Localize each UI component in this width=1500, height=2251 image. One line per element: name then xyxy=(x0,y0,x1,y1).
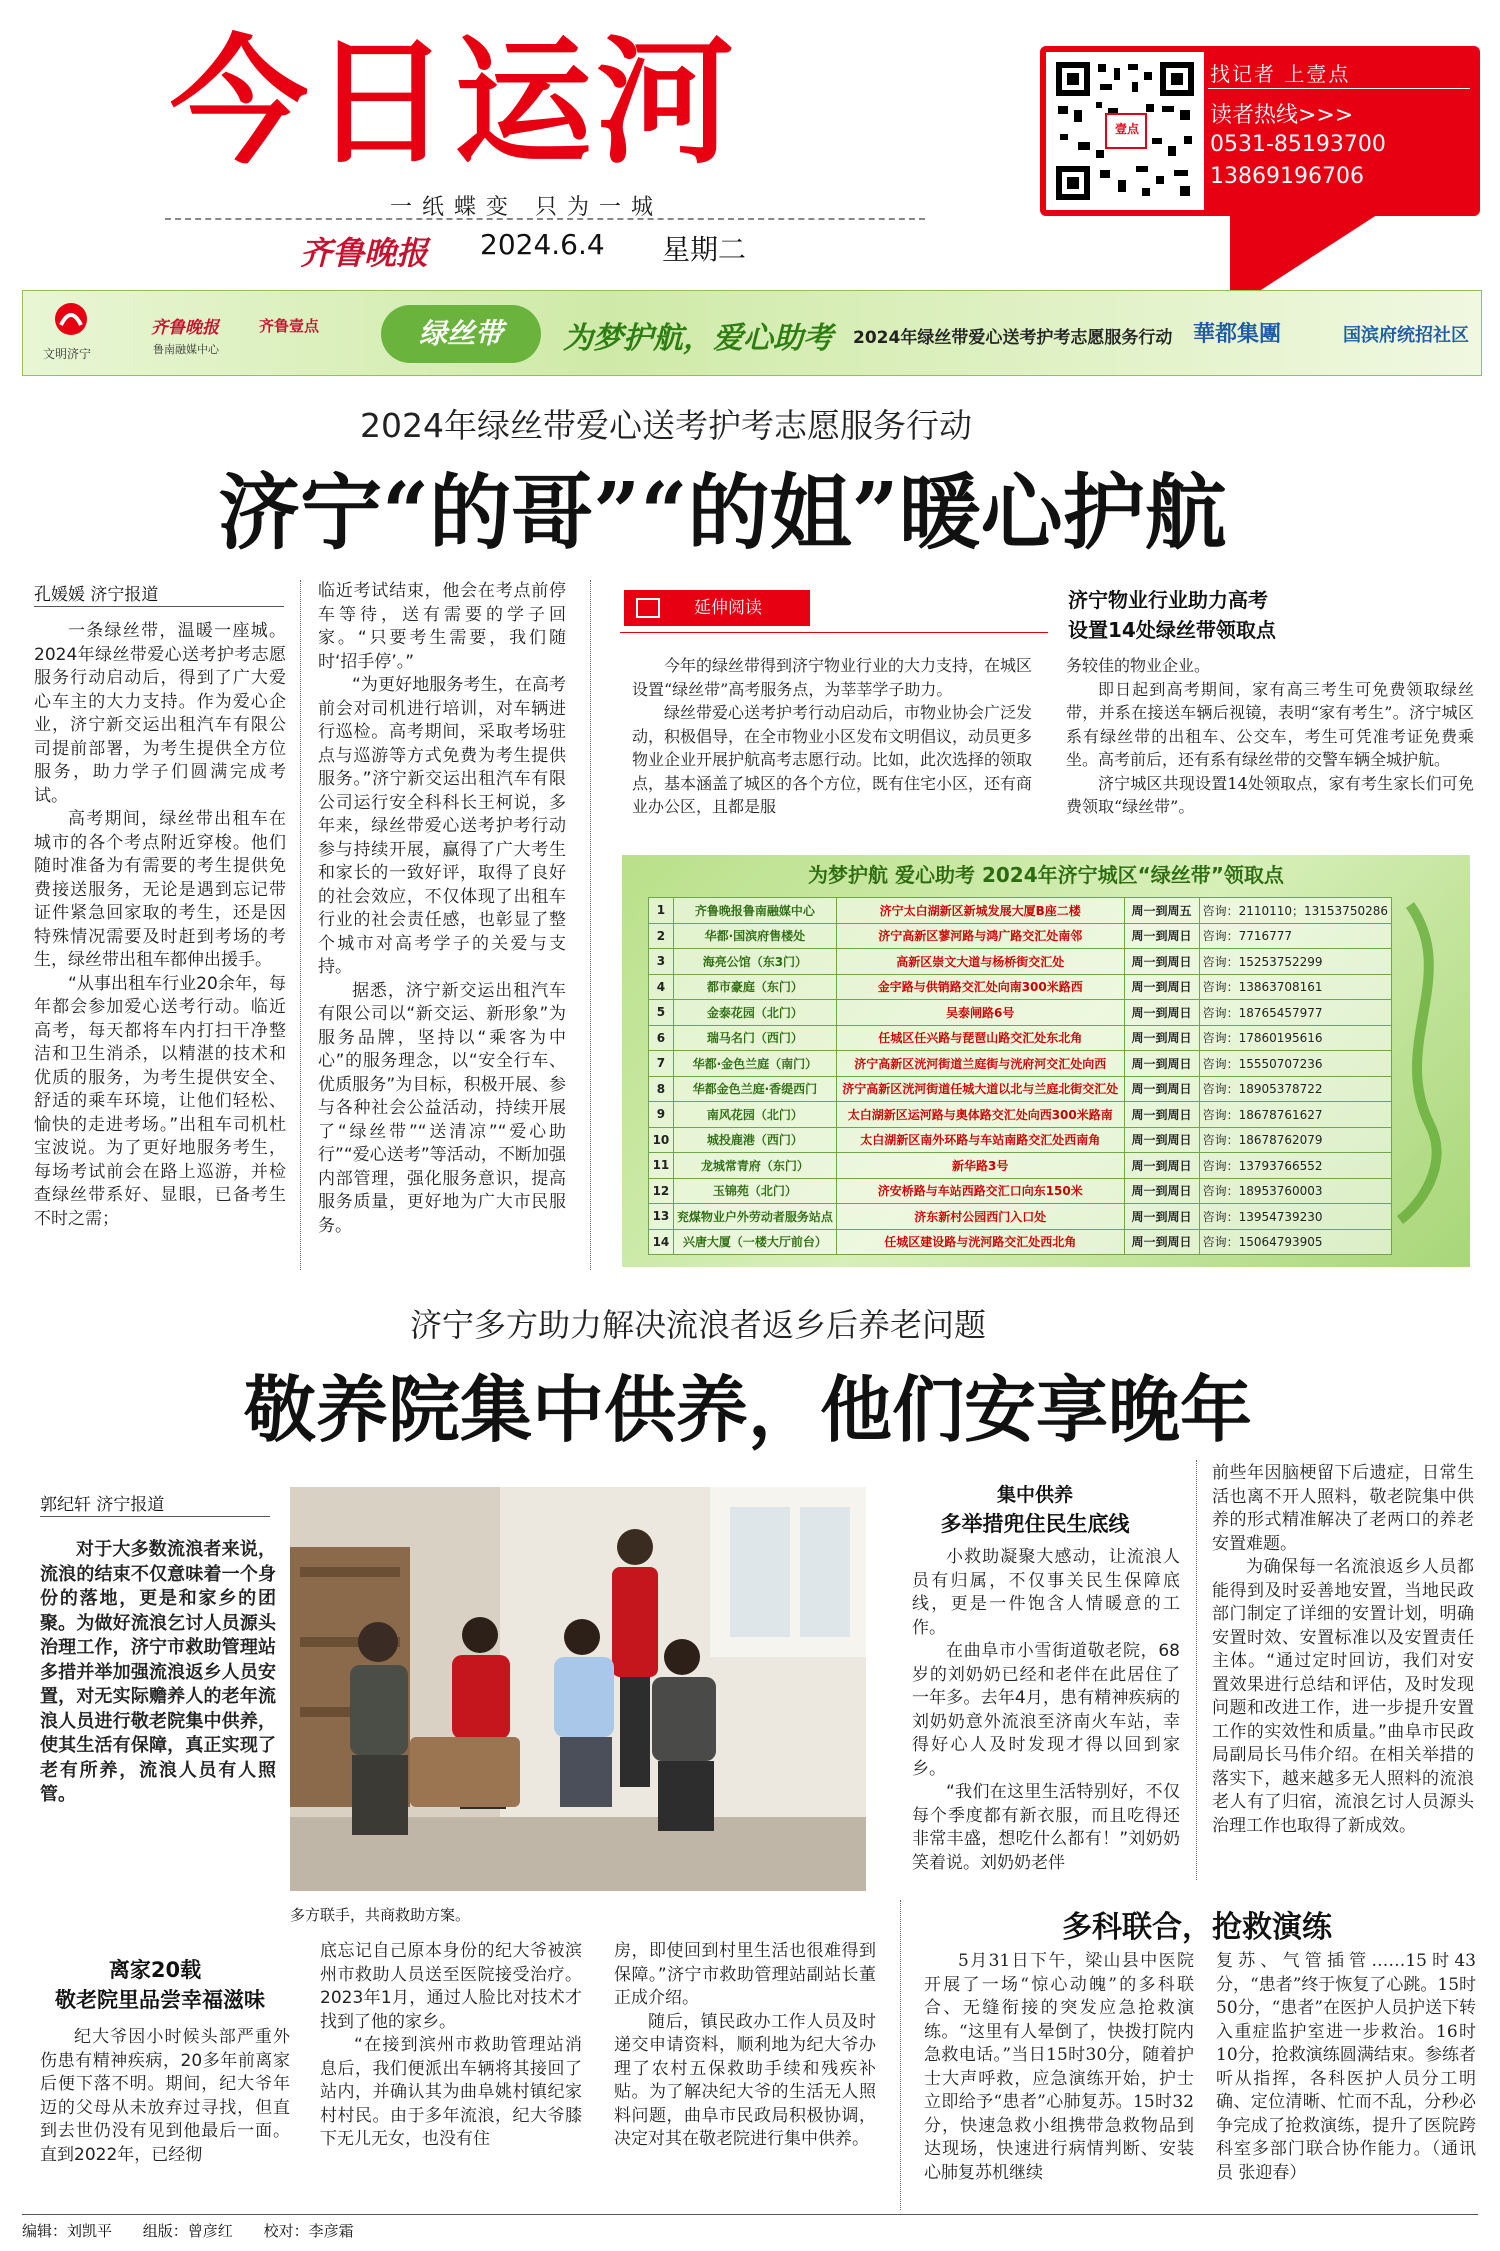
banner-badge: 绿丝带 xyxy=(381,305,541,363)
masthead-logo: 今日运河 xyxy=(170,22,739,183)
table-cell-index: 1 xyxy=(649,898,674,924)
table-cell-address: 济宁高新区洸河街道兰庭街与洸府河交汇处向西 xyxy=(836,1051,1124,1077)
table-cell-index: 4 xyxy=(649,974,674,1000)
banner-logo-1: 文明济宁 xyxy=(43,347,92,361)
news-photo[interactable] xyxy=(290,1487,866,1891)
ext-title-2: 设置14处绿丝带领取点 xyxy=(1068,618,1276,642)
extended-reading-tag xyxy=(624,590,810,626)
paragraph: 务较佳的物业企业。 xyxy=(1066,656,1211,675)
table-cell-address: 济东新村公园西门入口处 xyxy=(836,1204,1124,1230)
table-row xyxy=(649,923,1392,949)
story1-kicker: 2024年绿丝带爱心送考护考志愿服务行动 xyxy=(360,406,972,445)
table-cell-hours: 周一到周日 xyxy=(1124,974,1199,1000)
paragraph: 前些年因脑梗留下后遗症，日常生活也离不开人照料，敬老院集中供养的形式精准解决了老两口的养老安置难题。 xyxy=(1212,1463,1474,1554)
qr-center-label: 壹点 xyxy=(1114,122,1139,136)
ribbon-icon xyxy=(1390,895,1460,1225)
table-row xyxy=(649,1051,1392,1077)
table-cell-phone: 咨询：18678761627 xyxy=(1199,1102,1391,1128)
table-cell-address: 济宁高新区蓼河路与鸿广路交汇处南邻 xyxy=(836,923,1124,949)
table-cell-phone: 咨询：15550707236 xyxy=(1199,1051,1391,1077)
paragraph: 即日起到高考期间，家有高三考生可免费领取绿丝带，并系在接送车辆后视镜，表明“家有考生”。济宁城区系有绿丝带的出租车、公交车，考生可凭准考证免费乘坐。高考前后，还有系有绿丝带的交警车辆全城护航。 xyxy=(1066,679,1474,769)
table-cell-index: 13 xyxy=(649,1204,674,1230)
table-cell-name: 南风花园（北门） xyxy=(673,1102,836,1128)
section1-heading-1: 集中供养 xyxy=(996,1484,1073,1506)
table-cell-name: 城投鹿港（西门） xyxy=(673,1127,836,1153)
story2-colb1 xyxy=(40,2026,290,2216)
paragraph: 为确保每一名流浪返乡人员都能得到及时妥善地安置，当地民政部门制定了详细的安置计划，明确安置时效、安置标准以及安置责任主体。“通过定时回访，我们对安置效果进行总结和评估，及时发现问题和改进工作，进一步提升安置工作的实效性和质量。”曲阜市民政局副局长马伟介绍。在相关举措的落实下，越来越多无人照料的流浪老人有了归宿，流浪乞讨人员源头治理工作也取得了新成效。 xyxy=(1212,1557,1474,1836)
story1-col2 xyxy=(318,580,566,1270)
paragraph: 济宁城区共现设置14处领取点，家有考生家长们可免费领取“绿丝带”。 xyxy=(1066,773,1474,816)
section2-heading-1: 离家20载 xyxy=(108,1958,202,1982)
promo-text: 找记者 上壹点 xyxy=(1210,62,1351,86)
table-cell-address: 新华路3号 xyxy=(836,1153,1124,1179)
table-cell-phone: 咨询：2110110；13153750286 xyxy=(1199,898,1391,924)
paragraph: 据悉，济宁新交运出租汽车有限公司以“新交运、新形象”为服务品牌，坚持以“乘客为中心”的服务理念，以“安全行车、优质服务”为目标，积极开展、参与各种社会公益活动，持续开展了“绿丝带”“送清凉”“爱心助行”“爱心送考”等活动，不断加强内部管理，强化服务意识，提高服务质量，更好地为广大市民服务。 xyxy=(318,980,566,1236)
table-cell-address: 太白湖新区运河路与奥体路交汇处向西300米路南 xyxy=(836,1102,1124,1128)
table-cell-phone: 咨询：18678762079 xyxy=(1199,1127,1391,1153)
table-cell-name: 海亮公馆（东3门） xyxy=(673,949,836,975)
hotline-number-2[interactable]: 13869196706 xyxy=(1210,164,1364,189)
section2-heading-2: 敬老院里品尝幸福滋味 xyxy=(55,1988,265,2012)
tag-rule xyxy=(620,632,1048,633)
table-cell-address: 任城区任兴路与琵琶山路交汇处东北角 xyxy=(836,1025,1124,1051)
table-cell-name: 瑞马名门（西门） xyxy=(673,1025,836,1051)
table-cell-phone: 咨询：13954739230 xyxy=(1199,1204,1391,1230)
table-cell-phone: 咨询：17860195616 xyxy=(1199,1025,1391,1051)
table-cell-address: 金宇路与供销路交汇处向南300米路西 xyxy=(836,974,1124,1000)
paragraph: 底忘记自己原本身份的纪大爷被滨州市救助人员送至医院接受治疗。2023年1月，通过人脸比对技术才找到了他的家乡。 xyxy=(320,1941,582,2032)
hotline-divider xyxy=(1208,88,1470,89)
masthead-divider xyxy=(165,218,925,220)
table-row xyxy=(649,1000,1392,1026)
paragraph: 房，即使回到村里生活也很难得到保障。”济宁市救助管理站副站长董正成介绍。 xyxy=(614,1941,876,2008)
table-cell-phone: 咨询：13863708161 xyxy=(1199,974,1391,1000)
paragraph: 对于大多数流浪者来说，流浪的结束不仅意味着一个身份的落地，更是和家乡的团聚。为做好流浪乞讨人员源头治理工作，济宁市救助管理站多措并举加强流浪返乡人员安置，对无实际赡养人的老年流浪人员进行敬老院集中供养，使其生活有保障，真正实现了老有所养，流浪人员有人照管。 xyxy=(40,1539,276,1805)
paragraph: 5月31日下午，梁山县中医院开展了一场“惊心动魄”的多科联合、无缝衔接的突发应急抢救演练。“这里有人晕倒了，快拨打院内急救电话。”当日15时30分，随着护士大声呼救，应急演练开始，护士立即给予“患者”心肺复苏。15时32分，快速急救小组携带急救物品到达现场，快速进行病情判断、安装心肺复苏机继续 xyxy=(924,1951,1194,2183)
story2-byline: 郭纪轩 济宁报道 xyxy=(40,1495,165,1515)
table-cell-phone: 咨询：15253752299 xyxy=(1199,949,1391,975)
table-cell-index: 9 xyxy=(649,1102,674,1128)
pickup-table-grid xyxy=(648,897,1392,1255)
table-row xyxy=(649,1153,1392,1179)
story1-headline[interactable]: 济宁“的哥”“的姐”暖心护航 xyxy=(218,465,1227,561)
story2-headline[interactable]: 敬养院集中供养，他们安享晚年 xyxy=(244,1367,1253,1452)
story2-col-right xyxy=(1212,1462,1474,1882)
table-cell-index: 3 xyxy=(649,949,674,975)
story2-lead xyxy=(40,1538,276,1848)
table-cell-hours: 周一到周日 xyxy=(1124,1178,1199,1204)
table-cell-hours: 周一到周日 xyxy=(1124,923,1199,949)
banner-logo-2-sub: 鲁南融媒中心 xyxy=(153,343,219,356)
table-title: 为梦护航 爱心助考 2024年济宁城区“绿丝带”领取点 xyxy=(808,863,1284,887)
paragraph: 高考期间，绿丝带出租车在城市的各个考点附近穿梭。他们随时准备为有需要的考生提供免费接送服务，无论是遇到忘记带证件紧急回家取的考生，还是因特殊情况需要及时赶到考场的考生，绿丝带出租车都伸出援手。 xyxy=(34,809,286,970)
banner-logo-2: 齐鲁晚报 xyxy=(151,318,219,338)
banner-slogan: 为梦护航，爱心助考 xyxy=(563,321,833,356)
table-cell-hours: 周一到周日 xyxy=(1124,1102,1199,1128)
table-cell-address: 吴泰闸路6号 xyxy=(836,1000,1124,1026)
story2-colb2 xyxy=(320,1940,582,2210)
photo-caption: 多方联手，共商救助方案。 xyxy=(290,1906,471,1924)
table-cell-hours: 周一到周日 xyxy=(1124,1000,1199,1026)
table-cell-name: 齐鲁晚报鲁南融媒中心 xyxy=(673,898,836,924)
table-cell-name: 龙城常青府（东门） xyxy=(673,1153,836,1179)
paragraph: 随后，镇民政办工作人员及时递交申请资料，顺利地为纪大爷办理了农村五保救助手续和残疾补贴。为了解决纪大爷的生活无人照料问题，曲阜市民政局积极协调，决定对其在敬老院进行集中供养。 xyxy=(614,2011,876,2149)
reading-icon xyxy=(636,598,660,618)
table-cell-name: 华都金色兰庭·香缇西门 xyxy=(673,1076,836,1102)
table-row xyxy=(649,1204,1392,1230)
pickup-points-table xyxy=(622,855,1470,1267)
table-cell-address: 任城区建设路与洸河路交汇处西北角 xyxy=(836,1229,1124,1255)
story1-byline: 孔媛媛 济宁报道 xyxy=(34,585,159,605)
paragraph: 在曲阜市小雪街道敬老院，68岁的刘奶奶已经和老伴在此居住了一年多。去年4月，患有精神疾病的刘奶奶意外流浪至济南火车站，幸得好心人及时发现才得以回到家乡。 xyxy=(912,1641,1180,1779)
table-cell-hours: 周一到周日 xyxy=(1124,1229,1199,1255)
event-banner xyxy=(22,290,1482,376)
table-cell-index: 12 xyxy=(649,1178,674,1204)
table-row xyxy=(649,1102,1392,1128)
table-cell-name: 都市豪庭（东门） xyxy=(673,974,836,1000)
paragraph: 今年的绿丝带得到济宁物业行业的大力支持，在城区设置“绿丝带”高考服务点，为莘莘学子助力。 xyxy=(632,656,1032,699)
table-cell-hours: 周一到周日 xyxy=(1124,1153,1199,1179)
story3-headline[interactable]: 多科联合，抢救演练 xyxy=(1062,1910,1332,1945)
table-cell-name: 兖煤物业户外劳动者服务站点 xyxy=(673,1204,836,1230)
issue-date: 2024.6.4 xyxy=(480,228,605,261)
table-cell-name: 华都·国滨府售楼处 xyxy=(673,923,836,949)
table-cell-phone: 咨询：18905378722 xyxy=(1199,1076,1391,1102)
table-cell-index: 14 xyxy=(649,1229,674,1255)
banner-sponsor: 華都集團 xyxy=(1193,322,1282,347)
paragraph: “从事出租车行业20余年，每年都会参加爱心送考行动。临近高考，每天都将车内打扫干净整洁和卫生消杀，以精湛的技术和优质的服务，为考生提供安全、舒适的乘车环境，让他们轻松、愉快的走进考场。”出租车司机杜宝波说。为了更好地服务考生，每场考试前会在路上巡游，并检查绿丝带系好、显眼，已备考生不时之需； xyxy=(34,973,286,1229)
table-row xyxy=(649,1025,1392,1051)
ext-title-1: 济宁物业行业助力高考 xyxy=(1068,588,1268,612)
table-cell-address: 济宁高新区洸河街道任城大道以北与兰庭北街交汇处 xyxy=(836,1076,1124,1102)
footer-editor: 编辑：刘凯平 xyxy=(22,2222,113,2240)
table-cell-name: 金泰花园（北门） xyxy=(673,1000,836,1026)
story3-col2 xyxy=(1216,1950,1476,2214)
table-cell-phone: 咨询：18953760003 xyxy=(1199,1178,1391,1204)
story3-col1 xyxy=(924,1950,1194,2214)
footer-proof: 校对：李彦霜 xyxy=(263,2222,354,2240)
paragraph: 绿丝带爱心送考护考行动启动后，市物业协会广泛发动，积极倡导，在全市物业小区发布文明倡议，动员更多物业企业开展护航高考志愿行动。比如，此次选择的领取点，基本涵盖了城区的各个方位，既有住宅小区，还有商业办公区，且都是服 xyxy=(632,703,1032,816)
table-cell-address: 太白湖新区南外环路与车站南路交汇处西南角 xyxy=(836,1127,1124,1153)
wenming-logo-icon xyxy=(51,299,91,339)
table-cell-hours: 周一到周日 xyxy=(1124,1127,1199,1153)
paper-name: 齐鲁晚报 xyxy=(300,234,429,272)
qr-pattern xyxy=(1056,62,1194,200)
hotline-label: 读者热线>>> xyxy=(1210,103,1354,128)
byline-rule xyxy=(34,606,284,607)
table-cell-index: 10 xyxy=(649,1127,674,1153)
table-cell-phone: 咨询：13793766552 xyxy=(1199,1153,1391,1179)
paragraph: “在接到滨州市救助管理站消息后，我们便派出车辆将其接回了站内，并确认其为曲阜姚村镇纪家村村民。由于多年流浪，纪大爷膝下无儿无女，也没有住 xyxy=(320,2035,582,2149)
story2-kicker: 济宁多方助力解决流浪者返乡后养老问题 xyxy=(410,1306,987,1344)
table-cell-hours: 周一到周日 xyxy=(1124,1076,1199,1102)
table-cell-phone: 咨询：18765457977 xyxy=(1199,1000,1391,1026)
tag-label: 延伸阅读 xyxy=(694,598,762,618)
table-row xyxy=(649,1076,1392,1102)
table-cell-address: 高新区崇文大道与杨桥街交汇处 xyxy=(836,949,1124,975)
table-cell-hours: 周一到周五 xyxy=(1124,898,1199,924)
table-cell-name: 玉锦苑（北门） xyxy=(673,1178,836,1204)
table-cell-hours: 周一到周日 xyxy=(1124,1025,1199,1051)
story2-colb3 xyxy=(614,1940,876,2210)
section1-heading-2: 多举措兜住民生底线 xyxy=(940,1512,1130,1536)
table-row xyxy=(649,1229,1392,1255)
ext-col2 xyxy=(1066,654,1474,842)
column-divider xyxy=(300,580,301,1270)
table-cell-address: 济宁太白湖新区新城发展大厦B座二楼 xyxy=(836,898,1124,924)
banner-partner: 国滨府统招社区 xyxy=(1343,325,1469,346)
table-row xyxy=(649,1178,1392,1204)
table-cell-name: 华都·金色兰庭（南门） xyxy=(673,1051,836,1077)
byline-rule xyxy=(40,1516,270,1517)
table-row xyxy=(649,974,1392,1000)
paragraph: 临近考试结束，他会在考点前停车等待，送有需要的学子回家。“只要考生需要，我们随时‘招手停’。” xyxy=(318,581,566,672)
issue-weekday: 星期二 xyxy=(662,233,747,266)
masthead-slogan: 一纸蝶变 只为一城 xyxy=(390,195,663,220)
paragraph: “我们在这里生活特别好，不仅每个季度都有新衣服，而且吃得还非常丰盛，想吃什么都有！”刘奶奶笑着说。刘奶奶老伴 xyxy=(912,1782,1180,1872)
table-cell-phone: 咨询：7716777 xyxy=(1199,923,1391,949)
paragraph: 一条绿丝带，温暖一座城。2024年绿丝带爱心送考护考志愿服务行动启动后，得到了广大爱心车主的大力支持。作为爱心企业，济宁新交运出租汽车有限公司提前部署，为考生提供全方位服务，助力学子们圆满完成考试。 xyxy=(34,621,286,806)
table-cell-index: 5 xyxy=(649,1000,674,1026)
paragraph: 复苏、气管插管……15时43分，“患者”终于恢复了心跳。15时50分，“患者”在医护人员护送下转入重症监护室进一步救治。16时10分，抢救演练圆满结束。参练者听从指挥，各科医护人员分工明确、定位清晰、忙而不乱，分秒必争完成了抢救演练，提升了医院跨科室多部门联合协作能力。（通讯员 张迎春） xyxy=(1216,1951,1476,2183)
story2-col-mid xyxy=(912,1546,1180,1872)
table-cell-phone: 咨询：15064793905 xyxy=(1199,1229,1391,1255)
story1-col1 xyxy=(34,620,286,1270)
table-cell-index: 2 xyxy=(649,923,674,949)
footer-rule xyxy=(22,2214,1478,2215)
footer-layout: 组版：曾彦红 xyxy=(142,2222,233,2240)
banner-logo-3: 齐鲁壹点 xyxy=(259,317,320,335)
table-cell-name: 兴唐大厦（一楼大厅前台） xyxy=(673,1229,836,1255)
table-cell-index: 6 xyxy=(649,1025,674,1051)
column-divider xyxy=(1196,1460,1197,1880)
paragraph: 小救助凝聚大感动，让流浪人员有归属，不仅事关民生保障底线，更是一件饱含人情暖意的工作。 xyxy=(912,1547,1180,1638)
table-row xyxy=(649,898,1392,924)
ext-col1 xyxy=(632,654,1032,842)
table-row xyxy=(649,949,1392,975)
banner-event: 2024年绿丝带爱心送考护考志愿服务行动 xyxy=(853,328,1173,348)
column-divider xyxy=(590,580,591,1270)
column-divider xyxy=(900,1900,901,2210)
table-cell-index: 7 xyxy=(649,1051,674,1077)
table-cell-index: 11 xyxy=(649,1153,674,1179)
table-cell-index: 8 xyxy=(649,1076,674,1102)
paragraph: 纪大爷因小时候头部严重外伤患有精神疾病，20多年前离家后便下落不明。期间，纪大爷年迈的父母从未放弃过寻找，但直到去世仍没有见到他最后一面。直到2022年，已经彻 xyxy=(40,2027,290,2165)
table-cell-hours: 周一到周日 xyxy=(1124,1204,1199,1230)
meeting-photo-image xyxy=(290,1487,866,1891)
footer-credits xyxy=(22,2220,380,2241)
qr-code[interactable] xyxy=(1046,52,1204,210)
paragraph: “为更好地服务考生，在高考前会对司机进行培训，对车辆进行巡检。高考期间，采取考场驻点与巡游等方式免费为考生提供服务。”济宁新交运出租汽车有限公司运行安全科科长王柯说，多年来，绿丝带爱心送考护考行动参与持续开展，赢得了广大考生和家长的一致好评，取得了良好的社会效应，不仅体现了出租车行业的社会责任感，也彰显了整个城市对高考学子的关爱与支持。 xyxy=(318,675,566,977)
table-cell-address: 济安桥路与车站西路交汇口向东150米 xyxy=(836,1178,1124,1204)
table-row xyxy=(649,1127,1392,1153)
table-cell-hours: 周一到周日 xyxy=(1124,1051,1199,1077)
table-cell-hours: 周一到周日 xyxy=(1124,949,1199,975)
hotline-number-1[interactable]: 0531-85193700 xyxy=(1210,132,1386,157)
